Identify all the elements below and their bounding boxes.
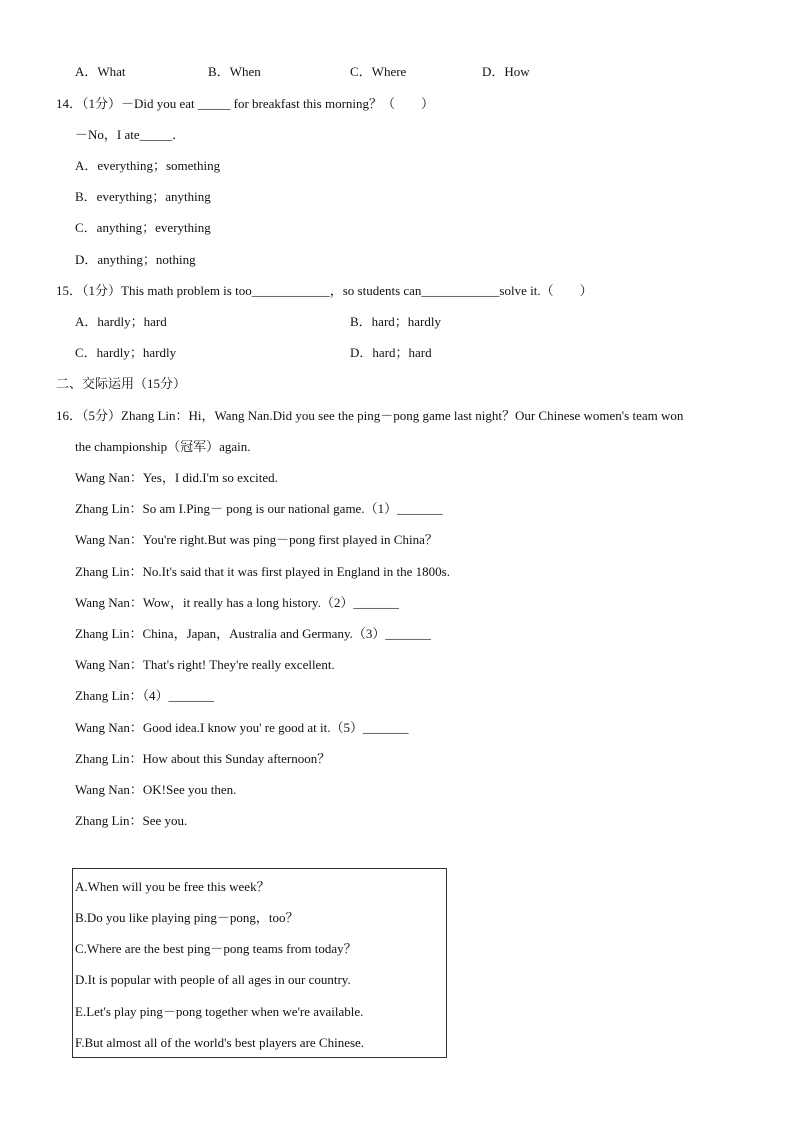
dialogue-line: Zhang Lin：No.It's said that it was first played in England in the 1800s. (75, 564, 450, 579)
q14-stem: 14．（1分）－Did you eat _____ for breakfast this morning？（ ） (56, 96, 435, 111)
q14-option-b: B．everything；anything (75, 189, 211, 204)
section-2-title: 二、交际运用（15分） (56, 376, 187, 391)
q16-stem-line1: 16．（5分）Zhang Lin：Hi，Wang Nan.Did you see the ping－pong game last night？Our Chinese women's team won (56, 408, 684, 423)
q13-option-a: A．What (75, 64, 126, 79)
dialogue-line: Wang Nan：OK!See you then. (75, 782, 237, 797)
choice-f: F.But almost all of the world's best players are Chinese. (75, 1035, 365, 1050)
q14-option-d: D．anything；nothing (75, 252, 196, 267)
dialogue-line: Wang Nan：That's right! They're really excellent. (75, 657, 335, 672)
q14-reply: －No，I ate_____． (75, 127, 186, 142)
dialogue-line: Zhang Lin：China，Japan，Australia and Germany.（3）_______ (75, 626, 431, 641)
q15-option-a: A．hardly；hard (75, 314, 167, 329)
dialogue-line: Wang Nan：You're right.But was ping－pong first played in China？ (75, 532, 438, 547)
q14-option-c: C．anything；everything (75, 220, 211, 235)
q15-option-c: C．hardly；hardly (75, 345, 177, 360)
q13-option-b: B．When (208, 64, 261, 79)
answer-choices-box (72, 868, 447, 1058)
choice-c: C.Where are the best ping－pong teams from today？ (75, 941, 357, 956)
q16-stem-line2: the championship（冠军）again. (75, 439, 251, 454)
q13-option-c: C．Where (350, 64, 407, 79)
q15-stem: 15．（1分）This math problem is too____________，so students can____________solve it.（ ） (56, 283, 593, 298)
choice-e: E.Let's play ping－pong together when we're available. (75, 1004, 364, 1019)
dialogue-line: Zhang Lin：So am I.Ping－ pong is our national game.（1）_______ (75, 501, 443, 516)
dialogue-line: Zhang Lin：（4）_______ (75, 688, 215, 703)
choice-d: D.It is popular with people of all ages in our country. (75, 972, 351, 987)
dialogue-line: Zhang Lin：How about this Sunday afternoon？ (75, 751, 331, 766)
q14-option-a: A．everything；something (75, 158, 221, 173)
dialogue-line: Wang Nan：Good idea.I know you' re good at it.（5）_______ (75, 720, 409, 735)
choice-b: B.Do you like playing ping－pong，too？ (75, 910, 299, 925)
dialogue-line: Zhang Lin：See you. (75, 813, 188, 828)
dialogue-line: Wang Nan：Wow，it really has a long history.（2）_______ (75, 595, 399, 610)
dialogue-line: Wang Nan：Yes，I did.I'm so excited. (75, 470, 278, 485)
q15-option-b: B．hard；hardly (350, 314, 441, 329)
choice-a: A.When will you be free this week？ (75, 879, 270, 894)
q15-option-d: D．hard；hard (350, 345, 432, 360)
q13-option-d: D．How (482, 64, 530, 79)
